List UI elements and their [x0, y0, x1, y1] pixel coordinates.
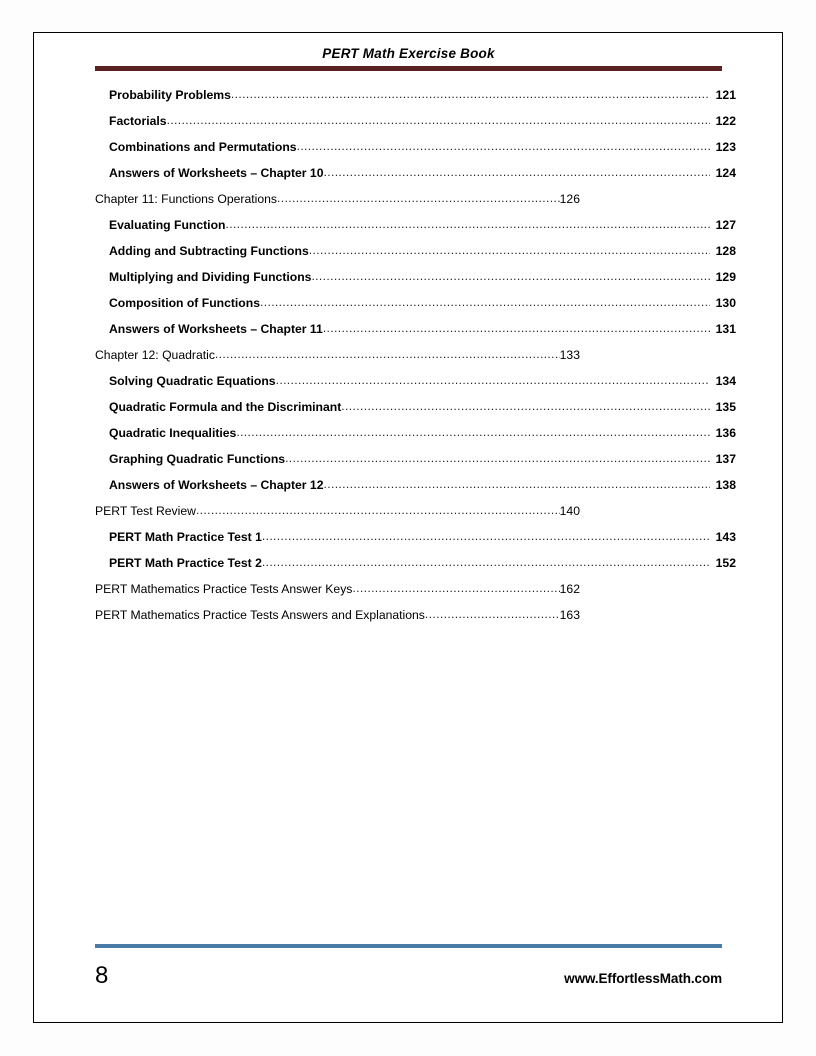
toc-entry-title: Multiplying and Dividing Functions	[109, 270, 312, 284]
toc-dot-leader	[425, 607, 560, 621]
toc-entry-page-number: 143	[715, 530, 736, 544]
toc-dot-leader	[260, 295, 710, 309]
toc-entry[interactable]	[95, 582, 580, 608]
toc-dot-leader	[323, 477, 710, 491]
toc-dot-leader	[276, 373, 710, 387]
toc-dot-leader	[285, 451, 710, 465]
toc-dot-leader	[352, 581, 559, 595]
toc-entry-page-number: 129	[715, 270, 736, 284]
table-of-contents	[95, 88, 736, 634]
toc-entry-title: Quadratic Inequalities	[109, 426, 237, 440]
toc-entry-title: Chapter 12: Quadratic	[95, 348, 215, 362]
toc-entry[interactable]	[95, 296, 736, 322]
toc-entry-title: PERT Mathematics Practice Tests Answer Keys	[95, 582, 353, 596]
toc-dot-leader	[262, 555, 710, 569]
toc-entry-title: Answers of Worksheets – Chapter 11	[109, 322, 323, 336]
toc-dot-leader	[341, 399, 710, 413]
toc-entry-page-number: 122	[715, 114, 736, 128]
toc-entry-title: PERT Math Practice Test 2	[109, 556, 262, 570]
page-number: 8	[95, 962, 109, 989]
toc-dot-leader	[309, 243, 710, 257]
toc-entry-title: Adding and Subtracting Functions	[109, 244, 309, 258]
toc-entry-title: Factorials	[109, 114, 167, 128]
toc-dot-leader	[225, 217, 710, 231]
page-footer	[95, 944, 722, 990]
toc-entry-title: PERT Math Practice Test 1	[109, 530, 262, 544]
toc-entry[interactable]	[95, 114, 736, 140]
footer-content	[95, 962, 722, 990]
toc-entry[interactable]	[95, 348, 580, 374]
toc-dot-leader	[196, 503, 560, 517]
website-url: www.EffortlessMath.com	[564, 971, 722, 986]
toc-entry[interactable]	[95, 244, 736, 270]
page-header	[95, 46, 722, 71]
toc-entry-page-number: 123	[715, 140, 736, 154]
toc-entry[interactable]	[95, 166, 736, 192]
toc-entry[interactable]	[95, 140, 736, 166]
toc-entry-title: Combinations and Permutations	[109, 140, 297, 154]
toc-entry-page-number: 138	[715, 478, 736, 492]
toc-dot-leader	[323, 321, 710, 335]
toc-entry[interactable]	[95, 218, 736, 244]
header-title: PERT Math Exercise Book	[322, 46, 495, 61]
toc-dot-leader	[323, 165, 710, 179]
toc-entry[interactable]	[95, 478, 736, 504]
toc-entry-page-number: 136	[715, 426, 736, 440]
toc-entry-page-number: 140	[559, 504, 580, 518]
toc-entry[interactable]	[95, 192, 580, 218]
toc-entry-title: Graphing Quadratic Functions	[109, 452, 286, 466]
toc-entry-page-number: 121	[715, 88, 736, 102]
toc-entry-title: Quadratic Formula and the Discriminant	[109, 400, 342, 414]
toc-entry-page-number: 131	[715, 322, 736, 336]
toc-entry-page-number: 130	[715, 296, 736, 310]
footer-rule	[95, 944, 722, 948]
toc-entry[interactable]	[95, 608, 580, 634]
toc-entry-title: Composition of Functions	[109, 296, 260, 310]
toc-entry-title: PERT Test Review	[95, 504, 196, 518]
toc-entry-page-number: 137	[715, 452, 736, 466]
toc-entry-page-number: 135	[715, 400, 736, 414]
toc-entry-title: Solving Quadratic Equations	[109, 374, 276, 388]
toc-dot-leader	[262, 529, 710, 543]
toc-dot-leader	[277, 191, 560, 205]
toc-dot-leader	[311, 269, 710, 283]
toc-dot-leader	[215, 347, 560, 361]
toc-entry-title: Probability Problems	[109, 88, 231, 102]
toc-entry[interactable]	[95, 426, 736, 452]
toc-entry-page-number: 133	[559, 348, 580, 362]
toc-entry-page-number: 126	[559, 192, 580, 206]
toc-entry-page-number: 124	[715, 166, 736, 180]
toc-entry[interactable]	[95, 504, 580, 530]
toc-entry-page-number: 162	[559, 582, 580, 596]
toc-dot-leader	[167, 113, 710, 127]
toc-dot-leader	[231, 87, 710, 101]
header-rule	[95, 66, 722, 71]
toc-entry-title: PERT Mathematics Practice Tests Answers and Explanations	[95, 608, 425, 622]
toc-dot-leader	[297, 139, 710, 153]
toc-entry[interactable]	[95, 88, 736, 114]
toc-entry-page-number: 152	[715, 556, 736, 570]
toc-entry-title: Answers of Worksheets – Chapter 12	[109, 478, 324, 492]
toc-dot-leader	[236, 425, 710, 439]
toc-entry-title: Answers of Worksheets – Chapter 10	[109, 166, 324, 180]
toc-entry[interactable]	[95, 530, 736, 556]
toc-entry[interactable]	[95, 374, 736, 400]
toc-entry-title: Chapter 11: Functions Operations	[95, 192, 278, 206]
toc-entry-page-number: 127	[715, 218, 736, 232]
toc-entry[interactable]	[95, 322, 736, 348]
toc-entry-title: Evaluating Function	[109, 218, 226, 232]
toc-entry-page-number: 128	[715, 244, 736, 258]
toc-entry[interactable]	[95, 556, 736, 582]
toc-entry[interactable]	[95, 270, 736, 296]
toc-entry[interactable]	[95, 452, 736, 478]
toc-entry[interactable]	[95, 400, 736, 426]
toc-entry-page-number: 163	[559, 608, 580, 622]
toc-entry-page-number: 134	[715, 374, 736, 388]
